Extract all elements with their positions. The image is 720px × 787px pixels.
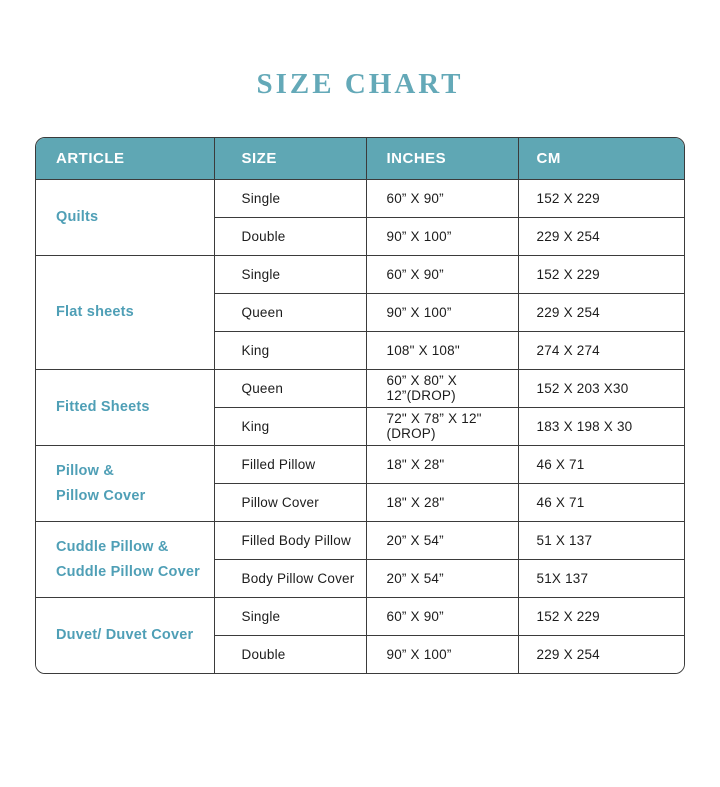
cm-cell: 229 X 254 — [518, 293, 685, 331]
cm-cell: 46 X 71 — [518, 445, 685, 483]
size-chart-page — [0, 68, 720, 674]
cm-cell: 51X 137 — [518, 559, 685, 597]
cm-cell: 152 X 229 — [518, 255, 685, 293]
cm-cell: 46 X 71 — [518, 483, 685, 521]
size-cell: Double — [214, 217, 366, 255]
article-label-line: Fitted Sheets — [56, 399, 150, 415]
cm-cell: 152 X 229 — [518, 597, 685, 635]
table-row — [36, 255, 685, 293]
col-header-article: ARTICLE — [36, 138, 214, 179]
article-label-line: Cuddle Pillow & — [56, 538, 169, 555]
inches-cell: 90” X 100” — [366, 293, 518, 331]
size-cell: King — [214, 407, 366, 445]
size-cell: Body Pillow Cover — [214, 559, 366, 597]
header-row — [36, 138, 685, 179]
table-row — [36, 179, 685, 217]
inches-cell: 90” X 100” — [366, 635, 518, 673]
article-cell — [36, 255, 214, 369]
size-cell: Queen — [214, 369, 366, 407]
table-row — [36, 445, 685, 483]
size-cell: Single — [214, 597, 366, 635]
col-header-inches: INCHES — [366, 138, 518, 179]
cm-cell: 152 X 229 — [518, 179, 685, 217]
size-cell: Filled Pillow — [214, 445, 366, 483]
article-label-line: Quilts — [56, 209, 99, 225]
size-chart-table — [36, 138, 685, 673]
inches-cell: 20” X 54” — [366, 559, 518, 597]
table-row — [36, 597, 685, 635]
article-cell — [36, 597, 214, 673]
cm-cell: 229 X 254 — [518, 635, 685, 673]
col-header-cm: CM — [518, 138, 685, 179]
inches-cell: 72" X 78” X 12"(DROP) — [366, 407, 518, 445]
cm-cell: 274 X 274 — [518, 331, 685, 369]
inches-cell: 18" X 28" — [366, 445, 518, 483]
table-header — [36, 138, 685, 179]
inches-cell: 60” X 90” — [366, 597, 518, 635]
inches-cell: 18" X 28" — [366, 483, 518, 521]
article-label-line: Pillow Cover — [56, 487, 146, 504]
page-title: SIZE CHART — [256, 68, 464, 100]
inches-cell: 90” X 100” — [366, 217, 518, 255]
cm-cell: 183 X 198 X 30 — [518, 407, 685, 445]
table-row — [36, 369, 685, 407]
cm-cell: 152 X 203 X30 — [518, 369, 685, 407]
article-label-line: Pillow & — [56, 462, 114, 479]
article-label-line: Duvet/ Duvet Cover — [56, 627, 194, 644]
size-cell: Pillow Cover — [214, 483, 366, 521]
article-label-line: Cuddle Pillow Cover — [56, 563, 200, 580]
cm-cell: 229 X 254 — [518, 217, 685, 255]
inches-cell: 60” X 90” — [366, 255, 518, 293]
article-cell — [36, 445, 214, 521]
inches-cell: 108" X 108" — [366, 331, 518, 369]
table-row — [36, 521, 685, 559]
size-cell: King — [214, 331, 366, 369]
cm-cell: 51 X 137 — [518, 521, 685, 559]
article-cell — [36, 369, 214, 445]
col-header-size: SIZE — [214, 138, 366, 179]
size-cell: Queen — [214, 293, 366, 331]
article-label-line: Flat sheets — [56, 304, 134, 320]
size-cell: Double — [214, 635, 366, 673]
inches-cell: 60” X 80” X 12”(DROP) — [366, 369, 518, 407]
inches-cell: 60” X 90” — [366, 179, 518, 217]
size-cell: Single — [214, 255, 366, 293]
table-body — [36, 179, 685, 673]
size-cell: Filled Body Pillow — [214, 521, 366, 559]
article-cell — [36, 179, 214, 255]
size-chart-table-container — [35, 137, 685, 674]
size-cell: Single — [214, 179, 366, 217]
inches-cell: 20” X 54” — [366, 521, 518, 559]
article-cell — [36, 521, 214, 597]
